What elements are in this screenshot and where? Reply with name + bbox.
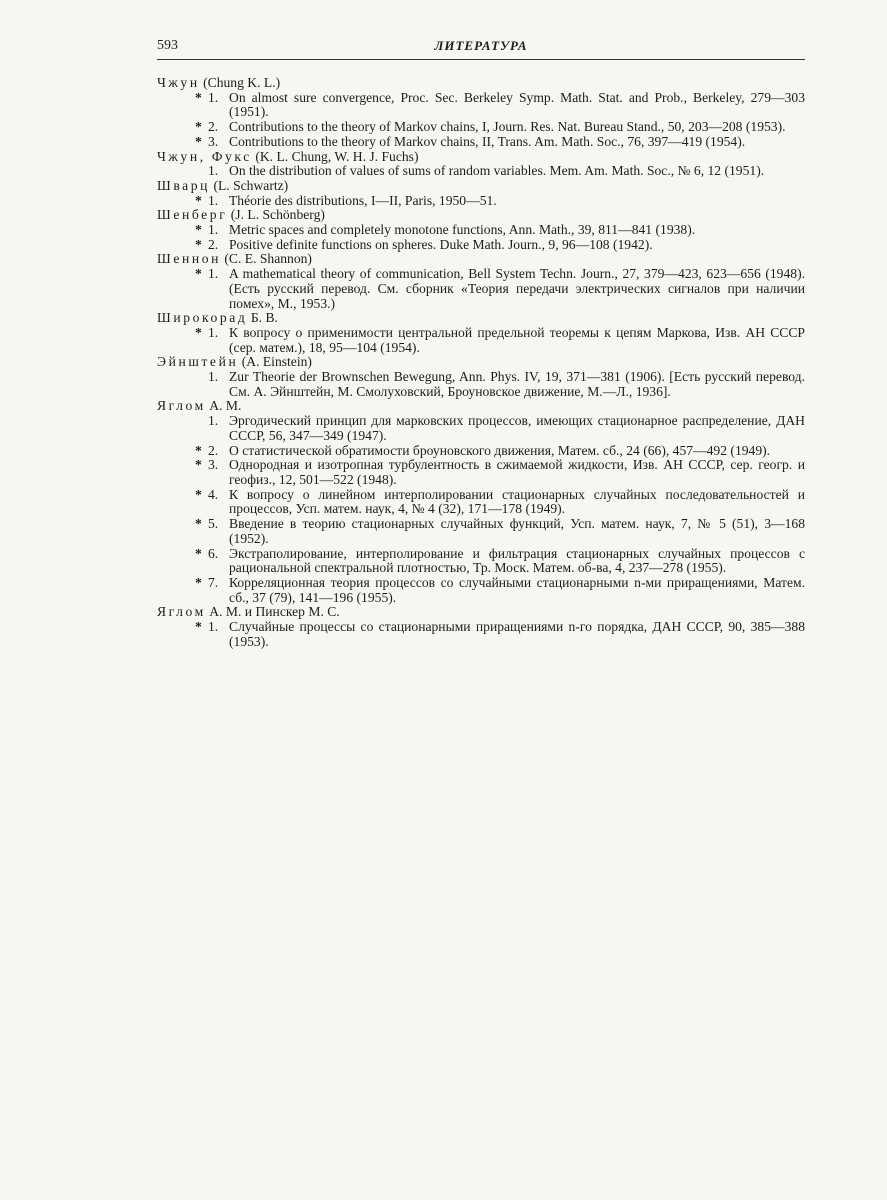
- reference-text: Zur Theorie der Brownschen Bewegung, Ann. Phys. IV, 19, 371—381 (1906). [Есть русский перевод. См. А. Эйнштейн, М. Смолуховский, Броуновское движение, М.—Л., 1936].: [229, 369, 805, 399]
- reference-entry: [157, 164, 805, 179]
- reference-text: Contributions to the theory of Markov chains, II, Trans. Am. Math. Soc., 76, 397—419 (1954).: [229, 133, 746, 149]
- reference-number: 4.: [208, 486, 219, 502]
- reference-number: 1.: [208, 192, 219, 208]
- reference-text: A mathematical theory of communication, Bell System Techn. Journ., 27, 379—423, 623—656 (1948). (Есть русский перевод. См. сборник «Теория передачи электрических сигналов при наличии помех», М., 1953.): [229, 266, 805, 311]
- reference-entry: [157, 488, 805, 517]
- asterisk-mark: *: [195, 619, 202, 635]
- reference-number: 6.: [208, 545, 219, 561]
- author-detail: А. М.: [205, 398, 242, 414]
- author-heading: [157, 311, 805, 326]
- reference-entry: [157, 238, 805, 253]
- reference-entry: [157, 194, 805, 209]
- asterisk-mark: *: [195, 133, 202, 149]
- reference-number: 1.: [208, 413, 219, 429]
- reference-text: On the distribution of values of sums of random variables. Mem. Am. Math. Soc., № 6, 12 (1951).: [229, 163, 765, 179]
- author-name: Шеннон: [157, 251, 221, 267]
- asterisk-mark: *: [195, 119, 202, 135]
- reference-entry: [157, 326, 805, 355]
- reference-entry: [157, 620, 805, 649]
- page-header: [157, 38, 805, 60]
- asterisk-mark: *: [195, 324, 202, 340]
- author-heading: [157, 76, 805, 91]
- reference-number: 3.: [208, 457, 219, 473]
- reference-number: 5.: [208, 516, 219, 532]
- bibliography-list: [157, 76, 805, 649]
- reference-text: Positive definite functions on spheres. Duke Math. Journ., 9, 96—108 (1942).: [229, 236, 653, 252]
- asterisk-mark: *: [195, 516, 202, 532]
- author-name: Эйнштейн: [157, 354, 239, 370]
- reference-text: Корреляционная теория процессов со случайными стационарными n-ми приращениями, Матем. сб., 37 (79), 141—196 (1955).: [229, 574, 805, 605]
- asterisk-mark: *: [195, 266, 202, 282]
- author-detail: (A. Einstein): [238, 354, 312, 370]
- reference-number: 1.: [208, 369, 219, 385]
- reference-text: О статистической обратимости броуновского движения, Матем. сб., 24 (66), 457—492 (1949).: [229, 442, 771, 458]
- reference-entry: [157, 120, 805, 135]
- reference-number: 1.: [208, 163, 219, 179]
- reference-text: К вопросу о применимости центральной предельной теоремы к цепям Маркова, Изв. АН СССР (сер. матем.), 18, 95—104 (1954).: [229, 324, 805, 355]
- author-detail: (L. Schwartz): [210, 177, 289, 193]
- reference-entry: [157, 444, 805, 459]
- reference-entry: [157, 370, 805, 399]
- author-heading: [157, 208, 805, 223]
- reference-text: К вопросу о линейном интерполировании стационарных случайных последовательностей и процессов, Усп. матем. наук, 4, № 4 (32), 171—178 (1949).: [229, 486, 805, 517]
- reference-number: 3.: [208, 133, 219, 149]
- reference-text: Théorie des distributions, I—II, Paris, 1950—51.: [229, 192, 497, 208]
- asterisk-mark: *: [195, 222, 202, 238]
- author-name: Чжун, Фукс: [157, 148, 252, 164]
- reference-text: On almost sure convergence, Proc. Sec. Berkeley Symp. Math. Stat. and Prob., Berkeley, 279—303 (1951).: [229, 89, 805, 120]
- asterisk-mark: *: [195, 192, 202, 208]
- reference-number: 1.: [208, 324, 219, 340]
- author-heading: [157, 355, 805, 370]
- reference-entry: [157, 135, 805, 150]
- author-heading: [157, 399, 805, 414]
- reference-number: 7.: [208, 574, 219, 590]
- page-number: 593: [157, 38, 178, 53]
- reference-entry: [157, 91, 805, 120]
- reference-number: 1.: [208, 266, 219, 282]
- asterisk-mark: *: [195, 89, 202, 105]
- asterisk-mark: *: [195, 442, 202, 458]
- author-detail: А. М. и Пинскер М. С.: [205, 604, 340, 620]
- author-name: Яглом: [157, 604, 206, 620]
- reference-entry: [157, 458, 805, 487]
- asterisk-mark: *: [195, 545, 202, 561]
- reference-number: 1.: [208, 222, 219, 238]
- asterisk-mark: *: [195, 486, 202, 502]
- reference-number: 2.: [208, 236, 219, 252]
- author-detail: (C. E. Shannon): [220, 251, 312, 267]
- reference-text: Экстраполирование, интерполирование и фильтрация стационарных случайных процессов с рациональной спектральной плотностью, Тр. Моск. Матем. об-ва, 4, 237—278 (1955).: [229, 545, 805, 576]
- author-heading: [157, 150, 805, 165]
- reference-entry: [157, 414, 805, 443]
- author-detail: (Chung K. L.): [199, 75, 281, 90]
- author-name: Шенберг: [157, 207, 228, 223]
- author-name: Чжун: [157, 75, 200, 90]
- reference-text: Введение в теорию стационарных случайных функций, Усп. матем. наук, 7, № 5 (51), 3—168 (1952).: [229, 516, 805, 546]
- reference-entry: [157, 517, 805, 546]
- reference-number: 2.: [208, 119, 219, 135]
- author-detail: (K. L. Chung, W. H. J. Fuchs): [251, 148, 419, 164]
- author-detail: Б. В.: [247, 310, 278, 326]
- reference-text: Contributions to the theory of Markov chains, I, Journ. Res. Nat. Bureau Stand., 50, 203—208 (1953).: [229, 119, 786, 135]
- reference-number: 1.: [208, 619, 219, 635]
- asterisk-mark: *: [195, 236, 202, 252]
- header-rule: [157, 59, 805, 60]
- reference-text: Эргодический принцип для марковских процессов, имеющих стационарное распределение, ДАН СССР, 56, 347—349 (1947).: [229, 413, 805, 443]
- author-name: Широкорад: [157, 310, 248, 326]
- reference-entry: [157, 547, 805, 576]
- running-title: ЛИТЕРАТУРА: [434, 38, 528, 53]
- author-name: Яглом: [157, 398, 206, 414]
- author-detail: (J. L. Schönberg): [227, 207, 325, 223]
- reference-entry: [157, 223, 805, 238]
- reference-text: Случайные процессы со стационарными приращениями n-го порядка, ДАН СССР, 90, 385—388 (1953).: [229, 619, 805, 649]
- author-heading: [157, 605, 805, 620]
- reference-entry: [157, 267, 805, 311]
- reference-number: 2.: [208, 442, 219, 458]
- reference-text: Metric spaces and completely monotone functions, Ann. Math., 39, 811—841 (1938).: [229, 222, 696, 238]
- author-heading: [157, 252, 805, 267]
- reference-number: 1.: [208, 89, 219, 105]
- reference-text: Однородная и изотропная турбулентность в сжимаемой жидкости, Изв. АН СССР, сер. геогр. и геофиз., 12, 501—522 (1948).: [229, 457, 805, 487]
- reference-entry: [157, 576, 805, 605]
- asterisk-mark: *: [195, 574, 202, 590]
- asterisk-mark: *: [195, 457, 202, 473]
- author-heading: [157, 179, 805, 194]
- author-name: Шварц: [157, 177, 211, 193]
